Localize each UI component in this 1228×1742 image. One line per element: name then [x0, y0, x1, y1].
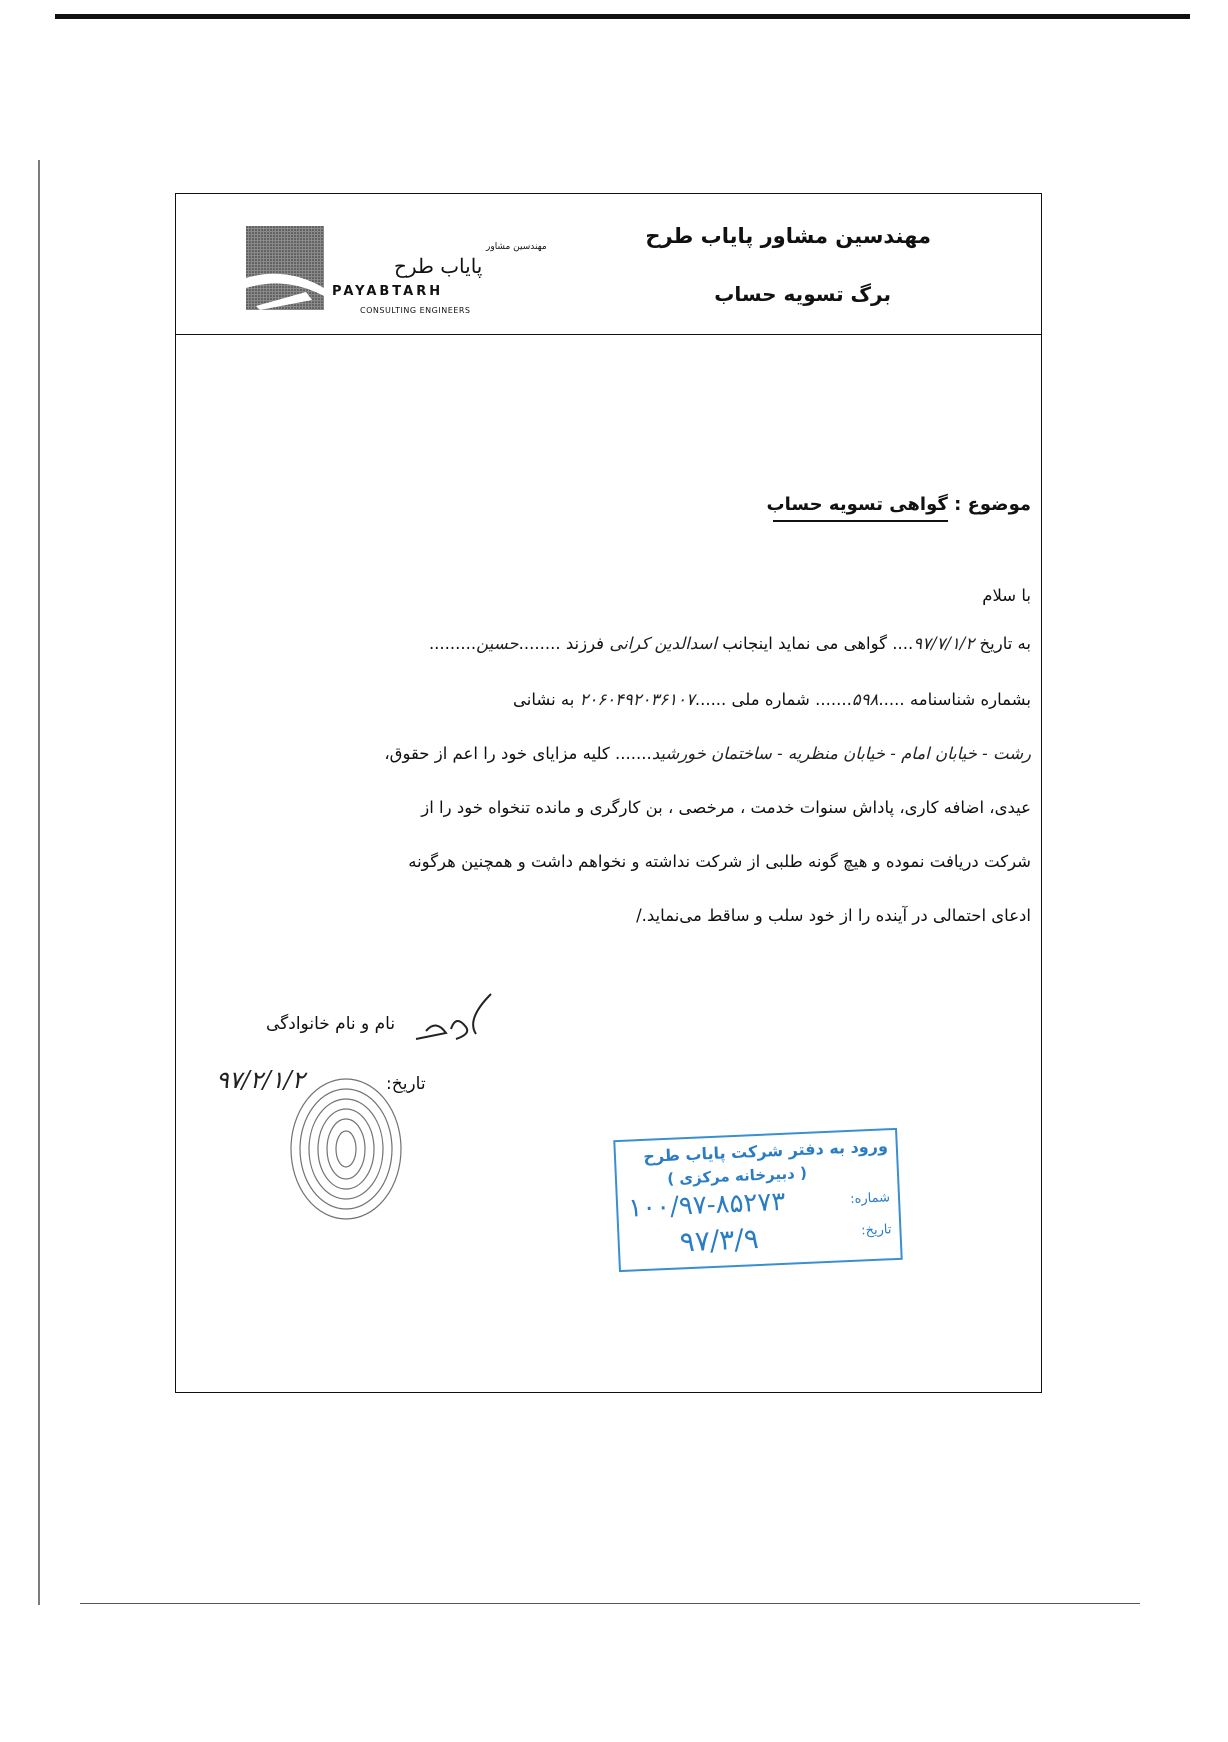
logo-english-subtext: CONSULTING ENGINEERS — [360, 306, 471, 315]
scan-bottom-edge — [80, 1603, 1140, 1604]
text-national-number: شماره ملی — [731, 690, 810, 709]
subject-underline — [773, 520, 948, 522]
text-child-of: فرزند — [565, 634, 605, 653]
receipt-stamp — [613, 1128, 902, 1272]
form-title: برگ تسویه حساب — [714, 282, 891, 306]
handwritten-date: ۹۷/۷/۱/۲ — [913, 634, 975, 653]
stamp-date-label: تاریخ: — [860, 1222, 892, 1239]
logo-english-text: PAYABTARH — [332, 284, 444, 299]
text-id-number: بشماره شناسنامه — [909, 690, 1031, 709]
signature-name-label: نام و نام خانوادگی — [266, 1014, 396, 1034]
body-line-3: رشت - خیابان امام - خیابان منظریه - ساختمان خورشید....... کلیه مزایای خود را اعم از حقوق، — [384, 744, 1031, 763]
text-certify: گواهی می نماید اینجانب — [722, 634, 887, 653]
handwritten-address: رشت - خیابان امام - خیابان منظریه - ساختمان خورشید — [651, 744, 1031, 763]
body-line-1: به تاریخ ۹۷/۷/۱/۲.... گواهی می نماید اینجانب اسدالدین کرانی فرزند ........حسین......... — [428, 634, 1031, 653]
handwritten-id-number: ۵۹۸ — [851, 690, 879, 709]
form-frame — [175, 193, 1042, 1393]
body-line-4: عیدی، اضافه کاری، پاداش سنوات خدمت ، مرخصی ، بن کارگری و مانده تنخواه خود را از — [421, 798, 1031, 817]
stamp-number-label: شماره: — [849, 1190, 891, 1207]
signature-date-label: تاریخ: — [386, 1074, 426, 1094]
text-benefits: کلیه مزایای خود را اعم از حقوق، — [384, 744, 610, 763]
company-logo-icon — [246, 226, 324, 310]
scan-top-edge — [55, 14, 1190, 19]
scan-left-edge — [38, 160, 40, 1605]
body-line-6: ادعای احتمالی در آینده را از خود سلب و ساقط می‌نماید./ — [636, 906, 1031, 925]
stamp-date-value: ۹۷/۳/۹ — [679, 1222, 760, 1259]
subject-line — [767, 494, 1031, 515]
handwritten-signature-icon — [396, 989, 516, 1049]
logo-persian-text: پایاب طرح — [394, 254, 483, 278]
greeting: با سلام — [982, 586, 1031, 605]
logo-small-text: مهندسین مشاور — [486, 242, 547, 252]
company-name: مهندسین مشاور پایاب طرح — [645, 224, 931, 248]
text-date-prefix: به تاریخ — [979, 634, 1031, 653]
stamp-title: ورود به دفتر شرکت پایاب طرح — [642, 1136, 889, 1166]
subject-label: موضوع : — [954, 494, 1031, 515]
handwritten-signature-date: ۹۷/۲/۱/۲ — [216, 1066, 305, 1094]
handwritten-national-number: ۲۰۶۰۴۹۲۰۳۶۱۰۷ — [579, 690, 695, 709]
handwritten-father-name: حسین — [476, 634, 519, 653]
stamp-number-value: ۱۰۰/۹۷-۸۵۲۷۳ — [627, 1186, 786, 1224]
subject-text: گواهی تسویه حساب — [766, 494, 948, 515]
form-header — [176, 194, 1041, 335]
body-line-5: شرکت دریافت نموده و هیچ گونه طلبی از شرکت نداشته و نخواهم داشت و همچنین هرگونه — [408, 852, 1031, 871]
text-address: به نشانی — [512, 690, 575, 709]
handwritten-name: اسدالدین کرانی — [609, 634, 717, 653]
stamp-subtitle: ( دبیرخانه مرکزی ) — [666, 1163, 808, 1188]
body-line-2: بشماره شناسنامه .....۵۹۸....... شماره ملی ......۲۰۶۰۴۹۲۰۳۶۱۰۷ به نشانی — [512, 690, 1031, 709]
